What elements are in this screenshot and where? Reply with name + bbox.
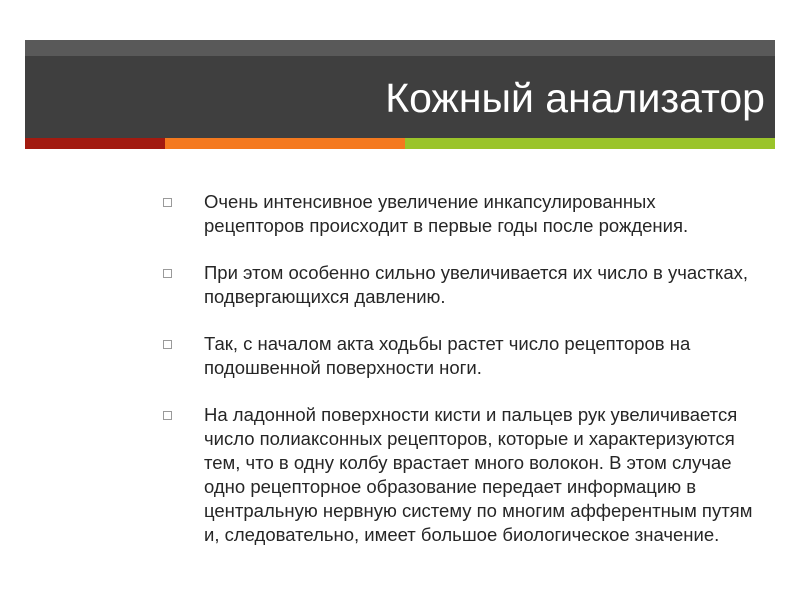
bullet-item [160, 261, 760, 309]
bullet-text: Так, с началом акта ходьбы растет число рецепторов на подошвенной поверхности ноги. [204, 333, 691, 378]
bullet-item [160, 332, 760, 380]
accent-stripe-orange [165, 138, 405, 149]
bullet-text: На ладонной поверхности кисти и пальцев рук увеличивается число полиаксонных рецепторов, которые и характеризуются тем, что в одну колбу врастает много волокон. В этом случае одно рецепторное образование передает информацию в центральную нервную систему по многим афферентным путям и, следовательно, имеет большое биологическое значение. [204, 404, 753, 545]
bullet-list [160, 190, 760, 570]
square-bullet-icon [163, 340, 172, 349]
title-bar [25, 40, 775, 138]
square-bullet-icon [163, 198, 172, 207]
bullet-item [160, 403, 760, 547]
bullet-item [160, 190, 760, 238]
square-bullet-icon [163, 411, 172, 420]
bullet-text: При этом особенно сильно увеличивается их число в участках, подвергающихся давлению. [204, 262, 749, 307]
square-bullet-icon [163, 269, 172, 278]
accent-stripe-green [405, 138, 775, 149]
bullet-text: Очень интенсивное увеличение инкапсулированных рецепторов происходит в первые годы после рождения. [204, 191, 689, 236]
slide-title: Кожный анализатор [385, 75, 765, 121]
accent-stripe-red [25, 138, 165, 149]
title-top-strip [25, 40, 775, 56]
